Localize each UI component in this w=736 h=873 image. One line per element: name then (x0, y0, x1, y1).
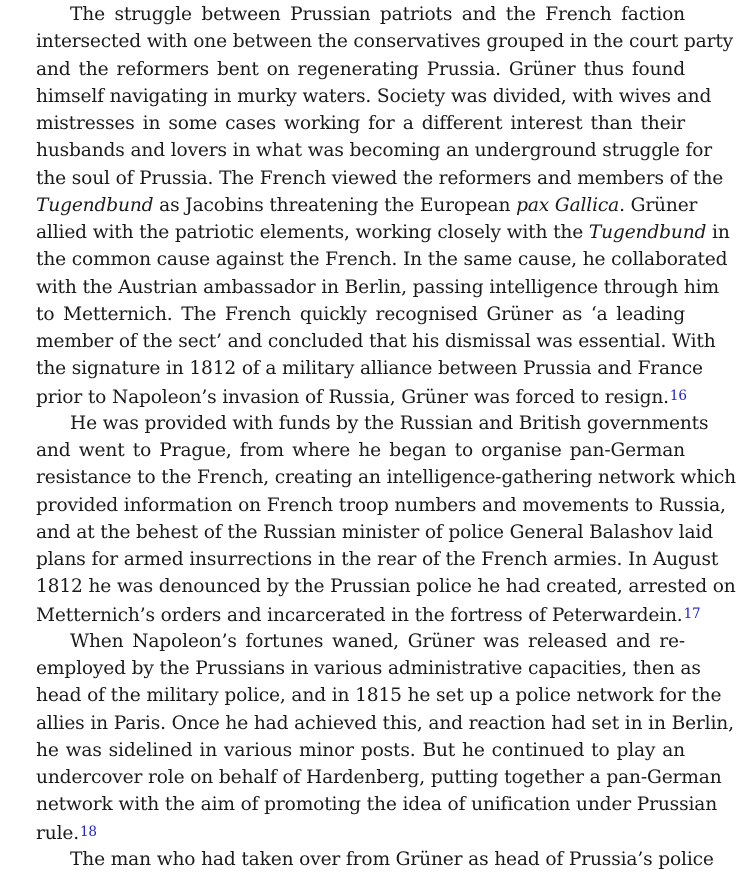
paragraph-1 (36, 1, 734, 410)
text-line: When Napoleon’s fortunes waned, Grüner was released and re- (70, 630, 685, 652)
text-line: The struggle between Prussian patriots and the French faction (70, 4, 685, 25)
text-run: Metternich’s orders and incarcerated in the fortress of Peterwardein. (36, 604, 683, 626)
paragraph-2 (36, 410, 736, 628)
text-line: he was sidelined in various minor posts. But he continued to play an (36, 739, 685, 761)
text-line: allies in Paris. Once he had achieved this, and reaction had set in in Berlin, (36, 712, 734, 734)
text-line: intersected with one between the conservatives grouped in the court party (36, 31, 734, 53)
text-line (36, 192, 698, 219)
text-line (36, 383, 685, 410)
footnote-link-17[interactable]: 17 (683, 605, 701, 622)
text-line: himself navigating in murky waters. Society was divided, with wives and (36, 85, 712, 107)
italic-term: pax Gallica (516, 194, 620, 216)
text-line: undercover role on behalf of Hardenberg, putting together a pan-German (36, 767, 722, 788)
text-line: head of the military police, and in 1815 he set up a police network for the (36, 685, 722, 707)
text-line: and the reformers bent on regenerating Prussia. Grüner thus found (36, 58, 685, 80)
text-run: . Grüner (619, 194, 698, 216)
text-line (36, 819, 685, 846)
text-line: and went to Prague, from where he began to organise pan-German (36, 440, 685, 461)
text-line: husbands and lovers in what was becoming an underground struggle for (36, 140, 712, 162)
text-line: employed by the Prussians in various administrative capacities, then as (36, 658, 701, 679)
text-line: 1812 he was denounced by the Prussian police he had created, arrested on (36, 576, 736, 598)
text-line: with the Austrian ambassador in Berlin, passing intelligence through him (36, 276, 719, 298)
text-line: and at the behest of the Russian minister of police General Balashov laid (36, 521, 713, 543)
paragraph-3 (36, 628, 734, 846)
italic-term: Tugendbund (36, 194, 154, 216)
text-line: mistresses in some cases working for a different interest than their (36, 113, 685, 134)
text-line: the common cause against the French. In the same cause, he collaborated (36, 249, 728, 271)
text-run: in (706, 222, 730, 243)
footnote-link-18[interactable]: 18 (79, 823, 97, 840)
text-line: provided information on French troop numbers and movements to Russia, (36, 494, 726, 516)
text-line: network with the aim of promoting the idea of unification under Prussian (36, 794, 718, 816)
text-line: He was provided with funds by the Russian and British governments (70, 412, 709, 434)
italic-term: Tugendbund (588, 222, 707, 243)
text-line (36, 601, 701, 628)
text-run: as Jacobins threatening the European (153, 194, 517, 216)
text-line: resistance to the French, creating an intelligence-gathering network which (36, 467, 736, 489)
text-run: allied with the patriotic elements, working closely with the (36, 222, 589, 243)
text-line: the signature in 1812 of a military alliance between Prussia and France (36, 358, 703, 380)
footnote-link-16[interactable]: 16 (669, 387, 687, 404)
text-line: plans for armed insurrections in the rear of the French armies. In August (36, 549, 719, 570)
text-line: member of the sect’ and concluded that his dismissal was essential. With (36, 331, 716, 352)
text-line: to Metternich. The French quickly recognised Grüner as ‘a leading (36, 303, 685, 325)
text-line: The man who had taken over from Grüner as head of Prussia’s police (70, 849, 714, 870)
document-body (36, 1, 736, 846)
text-line: the soul of Prussia. The French viewed the reformers and members of the (36, 167, 724, 189)
cut-off-paragraph (36, 846, 714, 870)
text-line (36, 219, 730, 246)
text-run: rule. (36, 822, 79, 844)
text-run: prior to Napoleon’s invasion of Russia, Grüner was forced to resign. (36, 386, 669, 408)
